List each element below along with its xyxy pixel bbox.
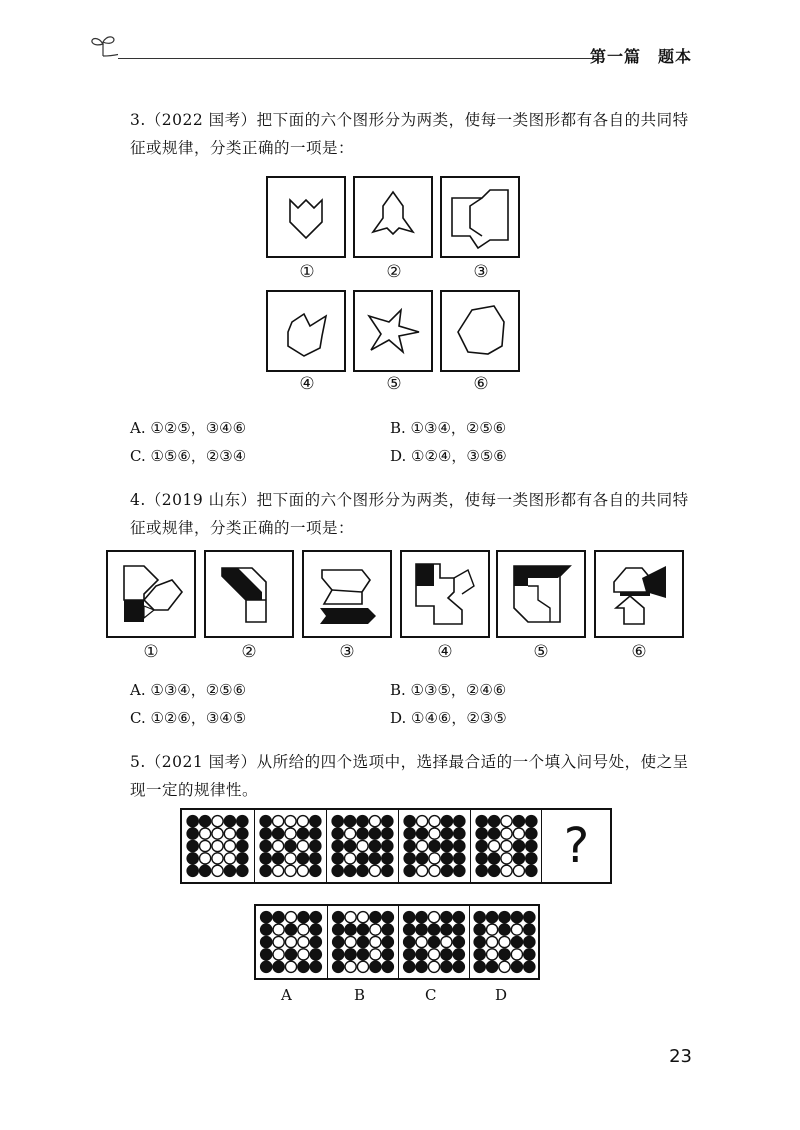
q3-label-3: ③ bbox=[473, 262, 489, 282]
grid-dot bbox=[285, 924, 296, 935]
grid-dot bbox=[285, 912, 296, 923]
grid-dot bbox=[404, 865, 415, 876]
grid-dot bbox=[476, 816, 487, 827]
grid-dot bbox=[297, 828, 308, 839]
grid-dot bbox=[370, 924, 381, 935]
grid-dot bbox=[499, 961, 510, 972]
grid-dot bbox=[310, 949, 321, 960]
page-number: 23 bbox=[669, 1046, 692, 1067]
grid-dot bbox=[357, 949, 368, 960]
grid-dot bbox=[487, 924, 498, 935]
grid-dot bbox=[369, 853, 380, 864]
grid-dot bbox=[487, 949, 498, 960]
grid-dot bbox=[224, 865, 235, 876]
grid-dot bbox=[441, 912, 452, 923]
q4-option-a[interactable]: A. ①③④，②⑤⑥ bbox=[130, 681, 247, 699]
grid-dot bbox=[369, 865, 380, 876]
grid-dot bbox=[499, 936, 510, 947]
grid-dot bbox=[332, 840, 343, 851]
grid-dot bbox=[333, 924, 344, 935]
grid-dot bbox=[345, 936, 356, 947]
grid-dot bbox=[345, 949, 356, 960]
grid-dot bbox=[212, 840, 223, 851]
grid-dot bbox=[417, 828, 428, 839]
grid-dot bbox=[357, 853, 368, 864]
grid-dot bbox=[333, 936, 344, 947]
q4-option-b[interactable]: B. ①③⑤，②④⑥ bbox=[390, 681, 507, 699]
grid-dot bbox=[416, 936, 427, 947]
grid-dot bbox=[310, 924, 321, 935]
grid-dot bbox=[513, 816, 524, 827]
grid-dot bbox=[382, 840, 393, 851]
grid-dot bbox=[428, 924, 439, 935]
grid-dot bbox=[273, 840, 284, 851]
grid-dot bbox=[416, 949, 427, 960]
grid-dot bbox=[526, 840, 537, 851]
grid-dot bbox=[370, 936, 381, 947]
grid-dot bbox=[416, 912, 427, 923]
grid-dot bbox=[428, 936, 439, 947]
grid-dot bbox=[260, 828, 271, 839]
grid-dot bbox=[187, 828, 198, 839]
grid-dot bbox=[453, 949, 464, 960]
grid-dot bbox=[428, 961, 439, 972]
grid-dot bbox=[417, 865, 428, 876]
q4-stem: 4.（2019 山东）把下面的六个图形分为两类，使每一类图形都有各自的共同特征或规律，分类正确的一项是： bbox=[130, 491, 689, 537]
grid-dot bbox=[428, 949, 439, 960]
grid-dot bbox=[310, 912, 321, 923]
grid-dot bbox=[200, 865, 211, 876]
grid-dot bbox=[526, 865, 537, 876]
grid-dot bbox=[526, 853, 537, 864]
grid-dot bbox=[474, 912, 485, 923]
grid-dot bbox=[285, 853, 296, 864]
q4-option-d[interactable]: D. ①④⑥，②③⑤ bbox=[390, 709, 507, 727]
q3-label-2: ② bbox=[386, 262, 402, 282]
q5-question-mark: ? bbox=[541, 810, 611, 882]
q5-seq-figure-1 bbox=[182, 810, 253, 882]
grid-dot bbox=[370, 949, 381, 960]
q4-figure-4 bbox=[400, 550, 490, 638]
grid-dot bbox=[429, 853, 440, 864]
grid-dot bbox=[441, 853, 452, 864]
grid-dot bbox=[511, 924, 522, 935]
grid-dot bbox=[357, 840, 368, 851]
grid-dot bbox=[273, 949, 284, 960]
grid-dot bbox=[345, 961, 356, 972]
grid-dot bbox=[260, 840, 271, 851]
grid-dot bbox=[370, 961, 381, 972]
grid-dot bbox=[489, 816, 500, 827]
grid-dot bbox=[454, 840, 465, 851]
grid-dot bbox=[404, 840, 415, 851]
grid-dot bbox=[333, 912, 344, 923]
grid-dot bbox=[513, 865, 524, 876]
grid-dot bbox=[310, 961, 321, 972]
grid-dot bbox=[382, 924, 393, 935]
q3-figure-5 bbox=[353, 290, 433, 372]
grid-dot bbox=[332, 816, 343, 827]
q5-seq-figure-2 bbox=[254, 810, 326, 882]
grid-dot bbox=[487, 961, 498, 972]
q3-label-5: ⑤ bbox=[386, 374, 402, 394]
grid-dot bbox=[417, 816, 428, 827]
grid-dot bbox=[261, 949, 272, 960]
grid-dot bbox=[474, 961, 485, 972]
grid-dot bbox=[345, 865, 356, 876]
q3-label-1: ① bbox=[299, 262, 315, 282]
grid-dot bbox=[333, 961, 344, 972]
grid-dot bbox=[476, 828, 487, 839]
q5-answer-label-a: A bbox=[281, 986, 292, 1004]
grid-dot bbox=[489, 853, 500, 864]
grid-dot bbox=[487, 936, 498, 947]
grid-dot bbox=[474, 949, 485, 960]
grid-dot bbox=[187, 816, 198, 827]
grid-dot bbox=[273, 961, 284, 972]
grid-dot bbox=[212, 828, 223, 839]
grid-dot bbox=[310, 840, 321, 851]
q3-figure-3 bbox=[440, 176, 520, 258]
grid-dot bbox=[345, 924, 356, 935]
grid-dot bbox=[332, 828, 343, 839]
q3-option-d[interactable]: D. ①②④，③⑤⑥ bbox=[390, 447, 507, 465]
q5-answer-figure-d[interactable] bbox=[469, 906, 539, 978]
grid-dot bbox=[404, 816, 415, 827]
q4-figure-6 bbox=[594, 550, 684, 638]
grid-dot bbox=[501, 828, 512, 839]
grid-dot bbox=[357, 912, 368, 923]
grid-dot bbox=[260, 853, 271, 864]
grid-dot bbox=[382, 949, 393, 960]
grid-dot bbox=[187, 865, 198, 876]
grid-dot bbox=[369, 840, 380, 851]
q4-label-5: ⑤ bbox=[533, 642, 549, 662]
grid-dot bbox=[476, 865, 487, 876]
grid-dot bbox=[273, 924, 284, 935]
q4-figure-1 bbox=[106, 550, 196, 638]
grid-dot bbox=[310, 936, 321, 947]
grid-dot bbox=[261, 912, 272, 923]
q3-label-4: ④ bbox=[299, 374, 315, 394]
grid-dot bbox=[382, 828, 393, 839]
grid-dot bbox=[212, 853, 223, 864]
grid-dot bbox=[200, 816, 211, 827]
q4-label-1: ① bbox=[143, 642, 159, 662]
grid-dot bbox=[261, 936, 272, 947]
grid-dot bbox=[453, 912, 464, 923]
grid-dot bbox=[237, 865, 248, 876]
grid-dot bbox=[489, 840, 500, 851]
grid-dot bbox=[237, 853, 248, 864]
grid-dot bbox=[237, 816, 248, 827]
grid-dot bbox=[489, 865, 500, 876]
grid-dot bbox=[441, 949, 452, 960]
grid-dot bbox=[298, 949, 309, 960]
grid-dot bbox=[429, 828, 440, 839]
grid-dot bbox=[260, 865, 271, 876]
grid-dot bbox=[297, 840, 308, 851]
grid-dot bbox=[453, 961, 464, 972]
grid-dot bbox=[404, 961, 415, 972]
grid-dot bbox=[298, 961, 309, 972]
grid-dot bbox=[489, 828, 500, 839]
grid-dot bbox=[454, 853, 465, 864]
grid-dot bbox=[453, 936, 464, 947]
grid-dot bbox=[357, 961, 368, 972]
grid-dot bbox=[200, 840, 211, 851]
grid-dot bbox=[404, 853, 415, 864]
grid-dot bbox=[382, 865, 393, 876]
grid-dot bbox=[404, 912, 415, 923]
grid-dot bbox=[345, 912, 356, 923]
grid-dot bbox=[285, 936, 296, 947]
q5-answer-figure-a[interactable] bbox=[256, 906, 326, 978]
grid-dot bbox=[524, 924, 535, 935]
grid-dot bbox=[404, 828, 415, 839]
q5-answer-label-d: D bbox=[495, 986, 508, 1004]
grid-dot bbox=[200, 828, 211, 839]
grid-dot bbox=[501, 865, 512, 876]
grid-dot bbox=[404, 949, 415, 960]
section-title: 第一篇 题本 bbox=[589, 47, 692, 66]
grid-dot bbox=[441, 936, 452, 947]
grid-dot bbox=[429, 865, 440, 876]
grid-dot bbox=[297, 865, 308, 876]
grid-dot bbox=[357, 924, 368, 935]
grid-dot bbox=[298, 936, 309, 947]
grid-dot bbox=[382, 853, 393, 864]
grid-dot bbox=[404, 936, 415, 947]
q5-seq-figure-5 bbox=[470, 810, 542, 882]
grid-dot bbox=[332, 853, 343, 864]
grid-dot bbox=[260, 816, 271, 827]
grid-dot bbox=[441, 865, 452, 876]
q3-figure-6 bbox=[440, 290, 520, 372]
grid-dot bbox=[200, 853, 211, 864]
grid-dot bbox=[454, 816, 465, 827]
grid-dot bbox=[369, 828, 380, 839]
q5-seq-figure-4 bbox=[398, 810, 470, 882]
grid-dot bbox=[499, 949, 510, 960]
q5-answer-figure-c[interactable] bbox=[398, 906, 469, 978]
grid-dot bbox=[501, 853, 512, 864]
grid-dot bbox=[273, 865, 284, 876]
grid-dot bbox=[285, 828, 296, 839]
grid-dot bbox=[310, 828, 321, 839]
grid-dot bbox=[297, 853, 308, 864]
grid-dot bbox=[511, 912, 522, 923]
grid-dot bbox=[285, 865, 296, 876]
grid-dot bbox=[499, 924, 510, 935]
grid-dot bbox=[237, 828, 248, 839]
grid-dot bbox=[285, 840, 296, 851]
q3-figure-4 bbox=[266, 290, 346, 372]
grid-dot bbox=[382, 912, 393, 923]
grid-dot bbox=[224, 816, 235, 827]
grid-dot bbox=[310, 816, 321, 827]
grid-dot bbox=[310, 853, 321, 864]
grid-dot bbox=[187, 840, 198, 851]
grid-dot bbox=[511, 936, 522, 947]
q4-label-3: ③ bbox=[339, 642, 355, 662]
grid-dot bbox=[417, 840, 428, 851]
grid-dot bbox=[453, 924, 464, 935]
q4-figure-3 bbox=[302, 550, 392, 638]
q3-option-a[interactable]: A. ①②⑤，③④⑥ bbox=[130, 419, 247, 437]
grid-dot bbox=[404, 924, 415, 935]
grid-dot bbox=[297, 816, 308, 827]
grid-dot bbox=[476, 840, 487, 851]
grid-dot bbox=[310, 865, 321, 876]
q5-answer-label-c: C bbox=[425, 986, 437, 1004]
grid-dot bbox=[224, 853, 235, 864]
grid-dot bbox=[285, 816, 296, 827]
grid-dot bbox=[526, 816, 537, 827]
grid-dot bbox=[501, 840, 512, 851]
grid-dot bbox=[224, 840, 235, 851]
grid-dot bbox=[441, 840, 452, 851]
grid-dot bbox=[454, 828, 465, 839]
grid-dot bbox=[332, 865, 343, 876]
grid-dot bbox=[524, 912, 535, 923]
grid-dot bbox=[370, 912, 381, 923]
q4-figure-5 bbox=[496, 550, 586, 638]
q4-figure-2 bbox=[204, 550, 294, 638]
grid-dot bbox=[441, 924, 452, 935]
grid-dot bbox=[416, 924, 427, 935]
grid-dot bbox=[357, 828, 368, 839]
q3-label-6: ⑥ bbox=[473, 374, 489, 394]
grid-dot bbox=[428, 912, 439, 923]
grid-dot bbox=[382, 816, 393, 827]
grid-dot bbox=[524, 949, 535, 960]
grid-dot bbox=[345, 840, 356, 851]
grid-dot bbox=[345, 853, 356, 864]
q3-figure-1 bbox=[266, 176, 346, 258]
grid-dot bbox=[441, 961, 452, 972]
grid-dot bbox=[345, 816, 356, 827]
grid-dot bbox=[416, 961, 427, 972]
grid-dot bbox=[187, 853, 198, 864]
grid-dot bbox=[429, 816, 440, 827]
grid-dot bbox=[285, 961, 296, 972]
q5-answer-label-b: B bbox=[354, 986, 366, 1004]
grid-dot bbox=[441, 828, 452, 839]
grid-dot bbox=[524, 961, 535, 972]
grid-dot bbox=[369, 816, 380, 827]
grid-dot bbox=[285, 949, 296, 960]
grid-dot bbox=[513, 853, 524, 864]
grid-dot bbox=[212, 816, 223, 827]
q3-stem: 3.（2022 国考）把下面的六个图形分为两类，使每一类图形都有各自的共同特征或规律，分类正确的一项是： bbox=[130, 111, 689, 157]
q4-option-c[interactable]: C. ①②⑥，③④⑤ bbox=[130, 709, 247, 727]
grid-dot bbox=[298, 924, 309, 935]
grid-dot bbox=[454, 865, 465, 876]
grid-dot bbox=[345, 828, 356, 839]
q3-option-c[interactable]: C. ①⑤⑥，②③④ bbox=[130, 447, 247, 465]
grid-dot bbox=[513, 828, 524, 839]
sprout-icon bbox=[88, 32, 118, 58]
grid-dot bbox=[476, 853, 487, 864]
grid-dot bbox=[273, 816, 284, 827]
q5-stem: 5.（2021 国考）从所给的四个选项中，选择最合适的一个填入问号处，使之呈现一定的规律性。 bbox=[130, 753, 689, 799]
q5-answer-figure-b[interactable] bbox=[327, 906, 398, 978]
grid-dot bbox=[224, 828, 235, 839]
grid-dot bbox=[501, 816, 512, 827]
grid-dot bbox=[511, 949, 522, 960]
q4-label-4: ④ bbox=[437, 642, 453, 662]
header-rule bbox=[118, 58, 596, 59]
q4-label-2: ② bbox=[241, 642, 257, 662]
grid-dot bbox=[212, 865, 223, 876]
grid-dot bbox=[273, 828, 284, 839]
grid-dot bbox=[524, 936, 535, 947]
grid-dot bbox=[382, 961, 393, 972]
grid-dot bbox=[357, 816, 368, 827]
grid-dot bbox=[273, 912, 284, 923]
grid-dot bbox=[273, 853, 284, 864]
grid-dot bbox=[474, 924, 485, 935]
grid-dot bbox=[261, 924, 272, 935]
grid-dot bbox=[513, 840, 524, 851]
grid-dot bbox=[298, 912, 309, 923]
q3-option-b[interactable]: B. ①③④，②⑤⑥ bbox=[390, 419, 507, 437]
grid-dot bbox=[382, 936, 393, 947]
q3-figure-2 bbox=[353, 176, 433, 258]
grid-dot bbox=[429, 840, 440, 851]
q4-label-6: ⑥ bbox=[631, 642, 647, 662]
grid-dot bbox=[487, 912, 498, 923]
grid-dot bbox=[357, 936, 368, 947]
grid-dot bbox=[333, 949, 344, 960]
grid-dot bbox=[499, 912, 510, 923]
q5-seq-figure-3 bbox=[326, 810, 398, 882]
grid-dot bbox=[441, 816, 452, 827]
grid-dot bbox=[357, 865, 368, 876]
grid-dot bbox=[511, 961, 522, 972]
grid-dot bbox=[273, 936, 284, 947]
grid-dot bbox=[474, 936, 485, 947]
grid-dot bbox=[526, 828, 537, 839]
grid-dot bbox=[261, 961, 272, 972]
grid-dot bbox=[237, 840, 248, 851]
grid-dot bbox=[417, 853, 428, 864]
